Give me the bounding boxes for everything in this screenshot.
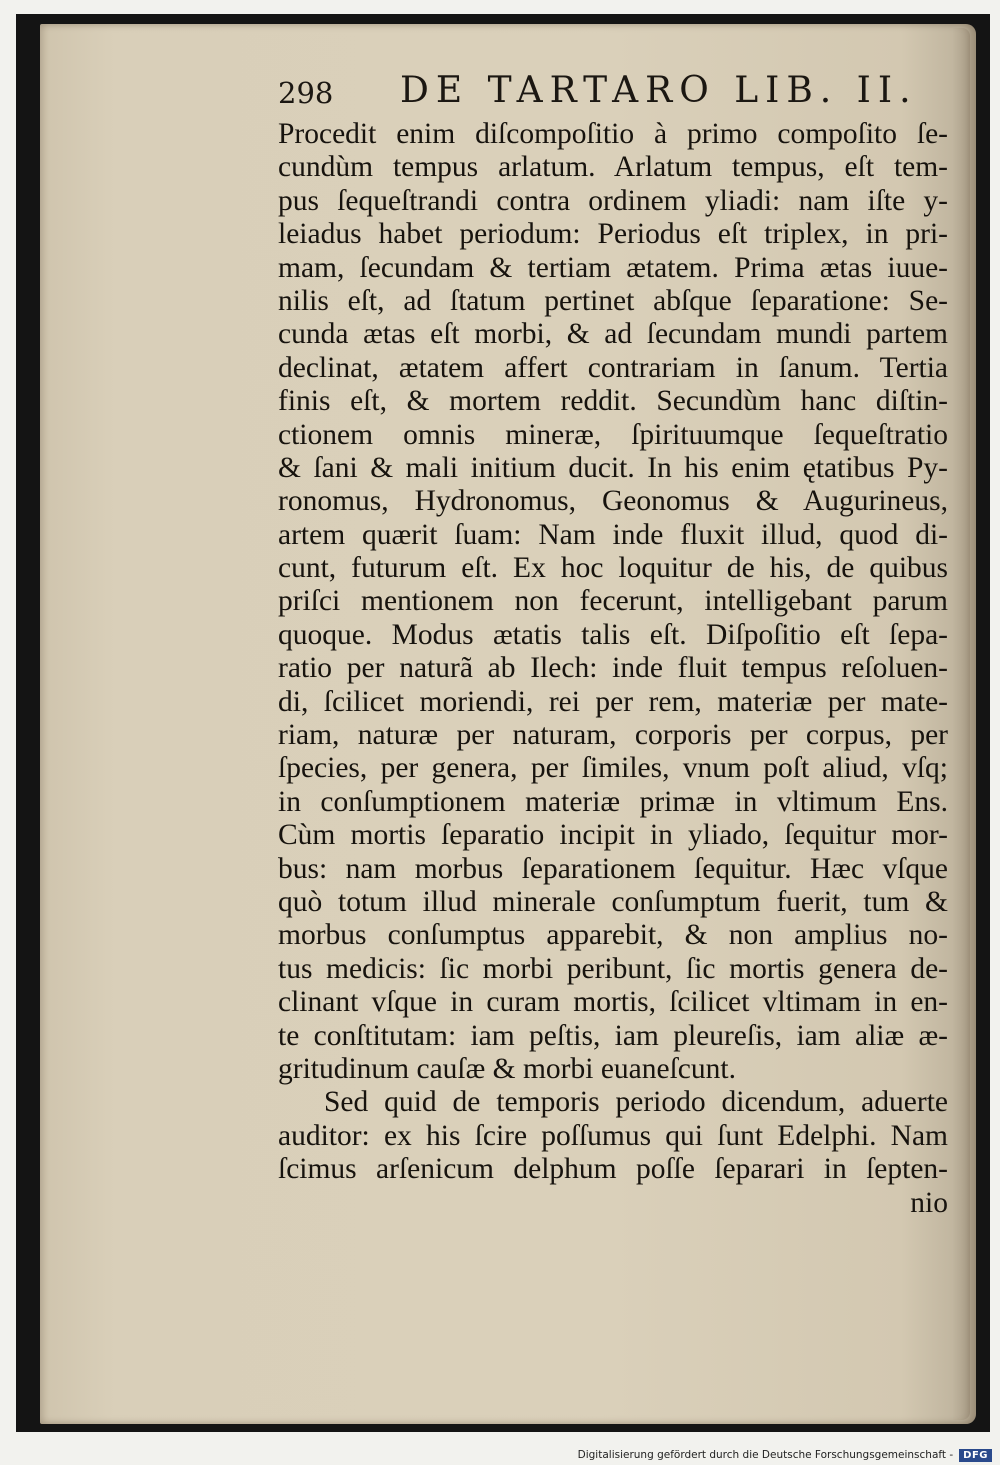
text-line: ronomus, Hydronomus, Geonomus & Augurineus, <box>278 485 948 518</box>
page-number: 298 <box>278 76 334 110</box>
text-line: finis eſt, & mortem reddit. Secundùm hanc diſtin- <box>278 385 948 418</box>
digitization-credit <box>577 1447 992 1463</box>
text-line: bus: nam morbus ſeparationem ſequitur. Hæc vſque <box>278 852 948 885</box>
page-edge-shadow <box>952 28 970 1420</box>
text-line: cundùm tempus arlatum. Arlatum tempus, eſt tem- <box>278 151 948 184</box>
text-line: mam, ſecundam & tertiam ætatem. Prima ætas iuue- <box>278 251 948 284</box>
text-line: morbus conſumptus apparebit, & non amplius no- <box>278 919 948 952</box>
text-line: clinant vſque in curam mortis, ſcilicet vltimam in en- <box>278 986 948 1019</box>
text-line: in conſumptionem materiæ primæ in vltimum Ens. <box>278 785 948 818</box>
text-line: declinat, ætatem affert contrariam in ſanum. Tertia <box>278 351 948 384</box>
text-line: te conſtitutam: iam peſtis, iam pleureſis, iam aliæ æ- <box>278 1019 948 1052</box>
running-title: DE TARTARO LIB. II. <box>400 70 918 111</box>
text-line: di, ſcilicet moriendi, rei per rem, materiæ per mate- <box>278 685 948 718</box>
text-line: cunda ætas eſt morbi, & ad ſecundam mundi partem <box>278 318 948 351</box>
text-line: Cùm mortis ſeparatio incipit in yliado, ſequitur mor- <box>278 819 948 852</box>
credit-text: Digitalisierung gefördert durch die Deutsche Forschungsgemeinschaft - <box>577 1449 954 1461</box>
text-line: quò totum illud minerale conſumptum fuerit, tum & <box>278 885 948 918</box>
catchword: nio <box>910 1186 948 1219</box>
running-head <box>278 70 918 120</box>
text-line: auditor: ex his ſcire poſſumus qui ſunt Edelphi. Nam <box>278 1119 948 1152</box>
text-line: ratio per naturã ab Ilech: inde fluit tempus reſoluen- <box>278 652 948 685</box>
text-line: Procedit enim diſcompoſitio à primo compoſito ſe- <box>278 118 948 150</box>
dfg-logo: DFG <box>959 1449 992 1462</box>
text-line: leiadus habet periodum: Periodus eſt triplex, in pri- <box>278 218 948 251</box>
text-line: priſci mentionem non fecerunt, intelligebant parum <box>278 585 948 618</box>
text-line: tus medicis: ſic morbi peribunt, ſic mortis genera de- <box>278 952 948 985</box>
text-line: Sed quid de temporis periodo dicendum, aduerte <box>324 1086 948 1119</box>
text-line: riam, naturæ per naturam, corporis per corpus, per <box>278 719 948 752</box>
text-line: gritudinum cauſæ & morbi euaneſcunt. <box>278 1052 736 1085</box>
text-line: ctionem omnis mineræ, ſpirituumque ſequeſtratio <box>278 418 948 451</box>
body-text <box>278 118 948 1220</box>
text-line: artem quærit ſuam: Nam inde fluxit illud, quod di- <box>278 518 948 551</box>
text-line: pus ſequeſtrandi contra ordinem yliadi: nam iſte y- <box>278 184 948 217</box>
text-line: ſcimus arſenicum delphum poſſe ſeparari in ſepten- <box>278 1153 948 1186</box>
text-line: quoque. Modus ætatis talis eſt. Diſpoſitio eſt ſepa- <box>278 618 948 651</box>
text-line: cunt, futurum eſt. Ex hoc loquitur de his, de quibus <box>278 552 948 585</box>
text-line: nilis eſt, ad ſtatum pertinet abſque ſeparatione: Se- <box>278 284 948 317</box>
text-line: & ſani & mali initium ducit. In his enim ętatibus Py- <box>278 451 948 484</box>
text-line: ſpecies, per genera, per ſimiles, vnum poſt aliud, vſq; <box>278 752 948 785</box>
